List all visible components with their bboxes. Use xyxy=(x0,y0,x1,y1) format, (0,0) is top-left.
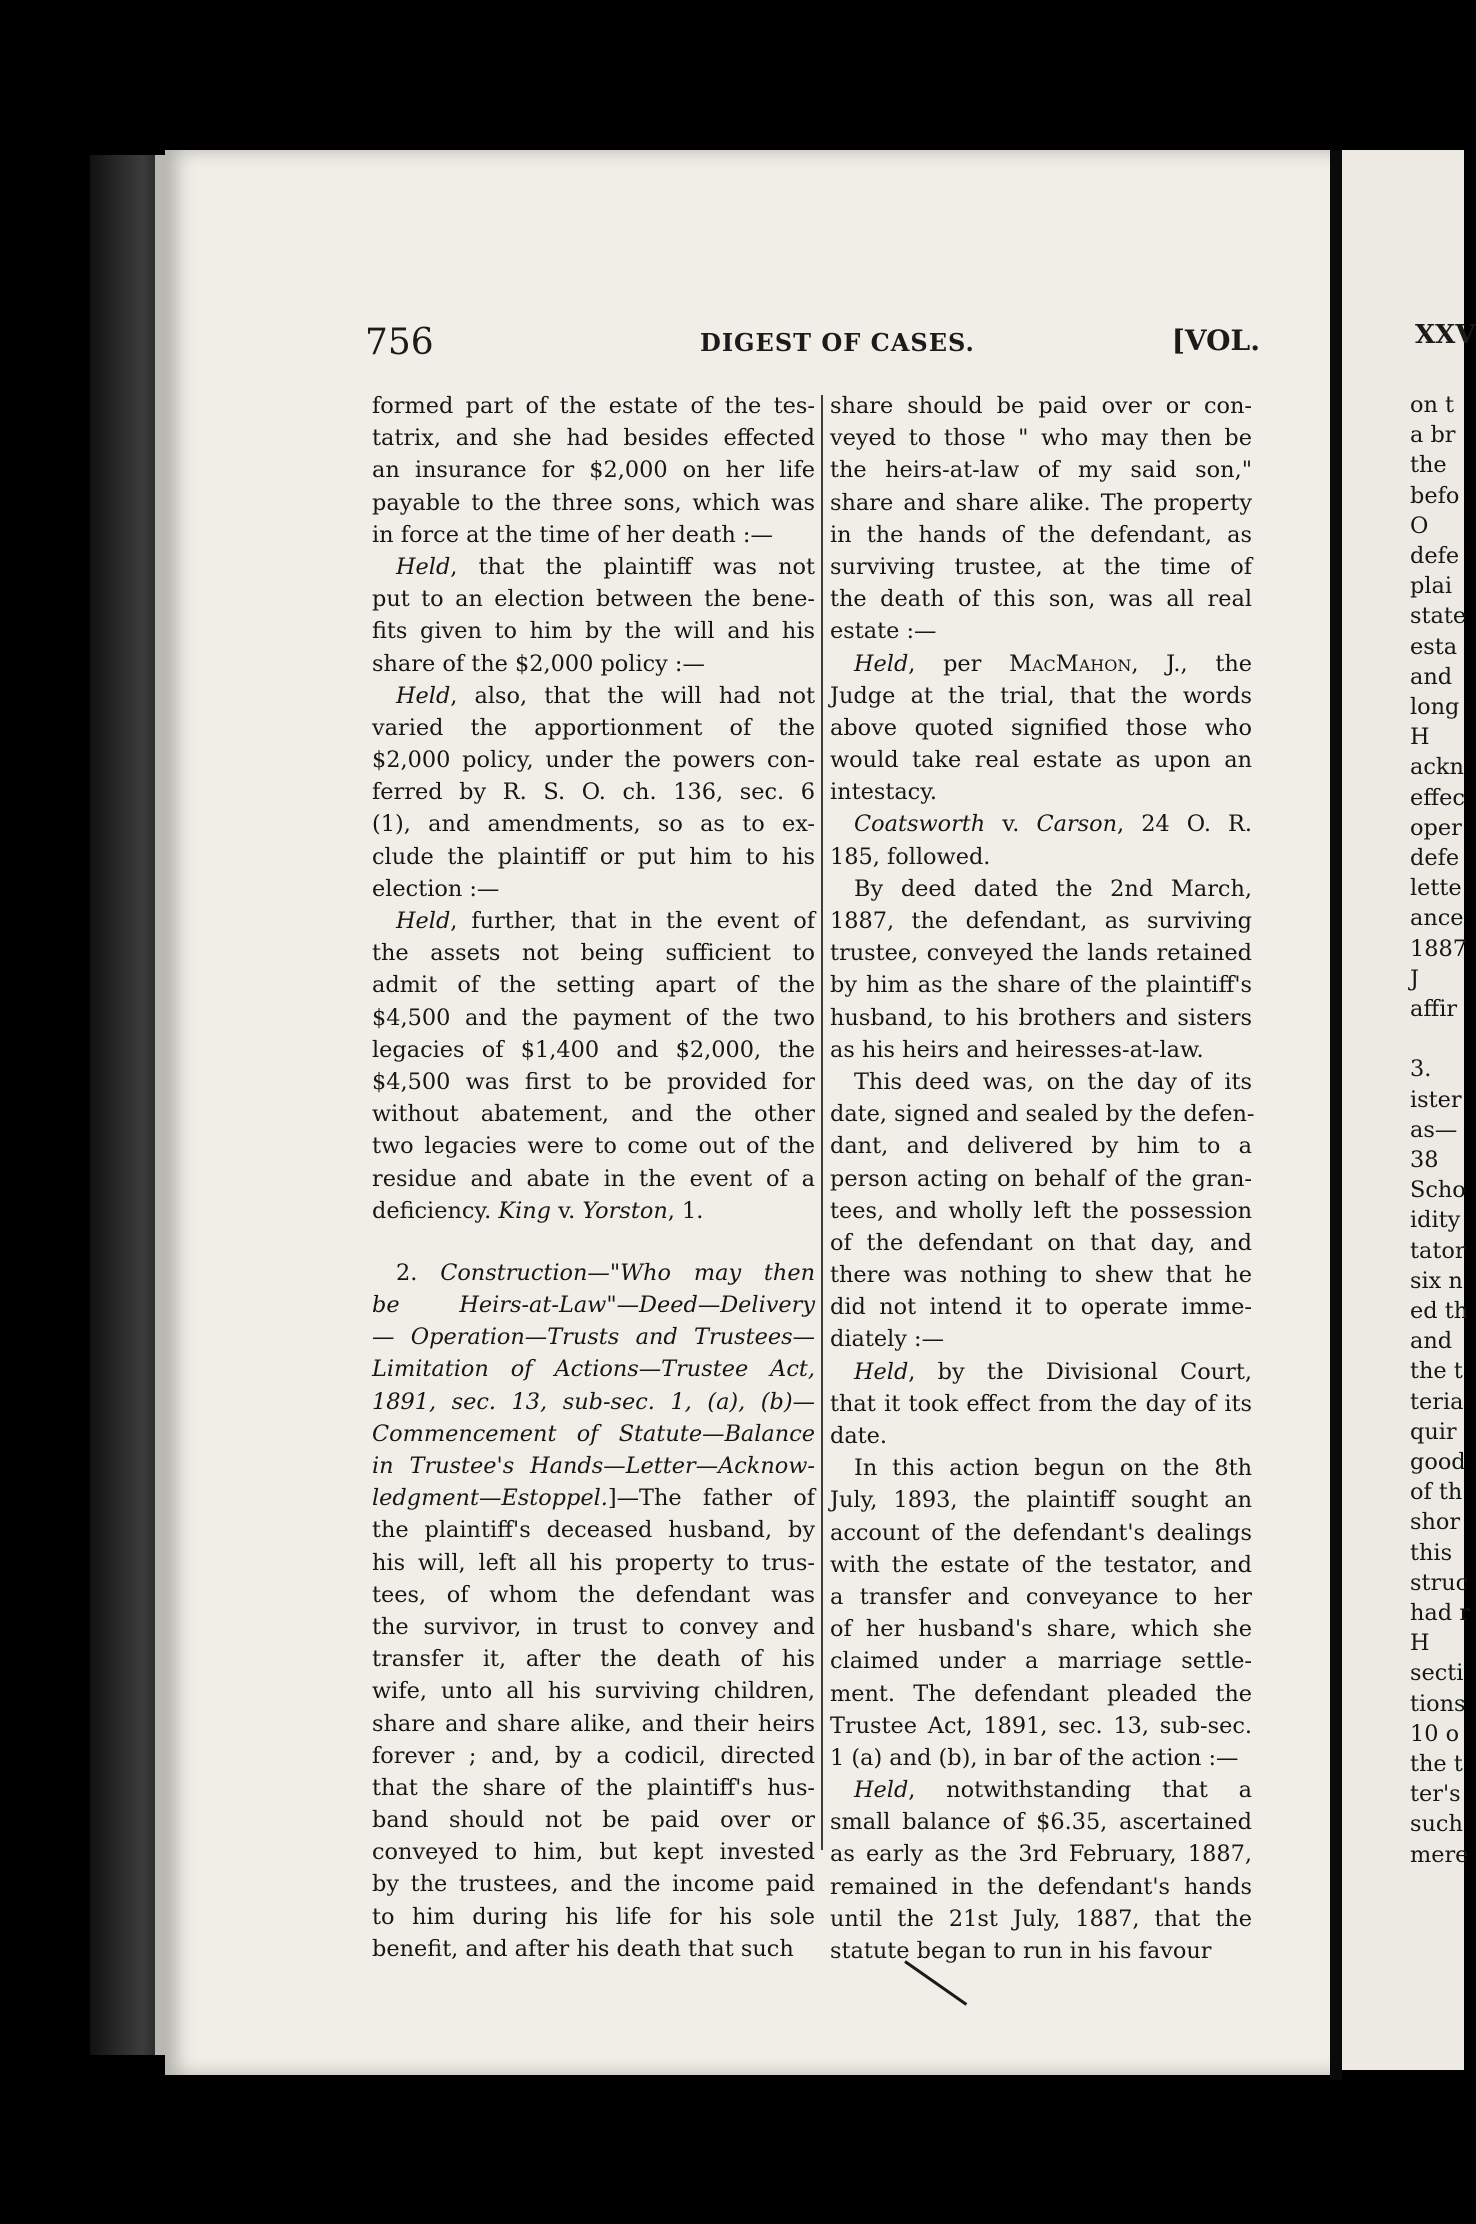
text-line: election :— xyxy=(372,875,500,902)
fragment-line: and xyxy=(1410,663,1453,690)
fragment-line: tions xyxy=(1410,1690,1466,1717)
fragment-line: H xyxy=(1410,724,1430,751)
fragment-line: befo xyxy=(1410,482,1460,509)
text-line: of her husband's share, which she xyxy=(830,1616,1252,1643)
text-line: the death of this son, was all real xyxy=(830,586,1252,613)
fragment-line: tator xyxy=(1410,1237,1466,1264)
text-line: benefit, and after his death that such xyxy=(372,1935,794,1962)
text-line: legacies of $1,400 and $2,000, the xyxy=(372,1036,815,1063)
fragment-line: 1887 xyxy=(1410,935,1467,962)
text-line: trustee, conveyed the lands retained xyxy=(830,940,1252,967)
text-line: account of the defendant's dealings xyxy=(830,1519,1252,1546)
page-number: 756 xyxy=(365,322,434,363)
text-line: an insurance for $2,000 on her life xyxy=(372,457,815,484)
text-line: be Heirs-at-Law"—Deed—Delivery xyxy=(372,1292,815,1319)
text-line: intestacy. xyxy=(830,779,937,806)
text-line: as his heirs and heiresses-at-law. xyxy=(830,1036,1204,1063)
fragment-line: ance xyxy=(1410,905,1464,932)
text-line: residue and abate in the event of a xyxy=(372,1165,815,1192)
text-line: tees, and wholly left the possession xyxy=(830,1197,1252,1224)
text-line: By deed dated the 2nd March, xyxy=(854,875,1252,902)
paragraph-gap xyxy=(372,1227,815,1257)
fragment-line: J xyxy=(1410,965,1419,992)
text-line: veyed to those " who may then be xyxy=(830,425,1252,452)
text-line: payable to the three sons, which was xyxy=(372,489,815,516)
adjacent-page-header: XXV xyxy=(1415,320,1476,350)
fragment-line: such xyxy=(1410,1811,1463,1838)
text-line: Limitation of Actions—Trustee Act, xyxy=(372,1356,815,1383)
text-line: conveyed to him, but kept invested xyxy=(372,1839,815,1866)
text-line: put to an election between the bene- xyxy=(372,586,815,613)
text-line: two legacies were to come out of the xyxy=(372,1133,815,1160)
text-line: ferred by R. S. O. ch. 136, sec. 6 xyxy=(372,779,815,806)
text-line: in Trustee's Hands—Letter—Acknow- xyxy=(372,1453,815,1479)
fragment-line: had r xyxy=(1410,1600,1470,1626)
text-line: in force at the time of her death :— xyxy=(372,521,773,548)
fragment-line: good xyxy=(1410,1449,1466,1475)
text-line: 1 (a) and (b), in bar of the action :— xyxy=(830,1744,1239,1771)
text-line: tatrix, and she had besides effected xyxy=(372,425,815,452)
text-line: This deed was, on the day of its xyxy=(854,1068,1252,1095)
text-line: (1), and amendments, so as to ex- xyxy=(372,811,815,838)
text-line: ledgment—Estoppel.]—The father of xyxy=(372,1485,815,1512)
text-line: In this action begun on the 8th xyxy=(854,1455,1252,1482)
text-line: without abatement, and the other xyxy=(372,1101,815,1128)
volume-label: [VOL. xyxy=(1171,324,1260,357)
fragment-line: the xyxy=(1410,452,1447,479)
text-line: the assets not being sufficient to xyxy=(372,940,815,967)
text-line: — Operation—Trusts and Trustees— xyxy=(372,1324,815,1351)
fragment-line: secti xyxy=(1410,1660,1464,1687)
fragment-line: shor xyxy=(1410,1509,1461,1536)
text-line: Judge at the trial, that the words xyxy=(830,682,1252,709)
page-title: DIGEST OF CASES. xyxy=(700,328,975,357)
text-line: clude the plaintiff or put him to his xyxy=(372,843,815,870)
text-line: date. xyxy=(830,1423,888,1449)
text-line: to him during his life for his sole xyxy=(372,1903,815,1930)
fragment-line: ter's xyxy=(1410,1781,1461,1808)
text-line: 185, followed. xyxy=(830,843,991,870)
book-binding xyxy=(90,155,165,2055)
text-line: the heirs-at-law of my said son," xyxy=(830,457,1252,484)
text-line: that it took effect from the day of its xyxy=(830,1390,1252,1417)
text-line: formed part of the estate of the tes- xyxy=(372,393,815,419)
fragment-line: long xyxy=(1410,694,1460,720)
text-line: surviving trustee, at the time of xyxy=(830,553,1252,580)
text-line: admit of the setting apart of the xyxy=(372,972,815,999)
text-line: claimed under a marriage settle- xyxy=(830,1648,1252,1675)
fragment-line: the t xyxy=(1410,1751,1463,1777)
text-line: small balance of $6.35, ascertained xyxy=(830,1809,1252,1836)
text-line: Commencement of Statute—Balance xyxy=(372,1420,815,1447)
text-line: share should be paid over or con- xyxy=(830,393,1252,419)
text-line: Held, by the Divisional Court, xyxy=(854,1358,1252,1385)
text-line: the survivor, in trust to convey and xyxy=(372,1613,815,1640)
fragment-line: 3. xyxy=(1410,1056,1432,1083)
text-line: deficiency. King v. Yorston, 1. xyxy=(372,1197,704,1224)
text-line: until the 21st July, 1887, that the xyxy=(830,1905,1252,1932)
fragment-line: defe xyxy=(1410,845,1460,871)
text-line: with the estate of the testator, and xyxy=(830,1551,1252,1578)
fragment-line: the t xyxy=(1410,1358,1463,1385)
text-line: 1891, sec. 13, sub-sec. 1, (a), (b)— xyxy=(372,1388,815,1415)
fragment-line: plai xyxy=(1410,573,1453,600)
text-line: Coatsworth v. Carson, 24 O. R. xyxy=(854,811,1252,838)
text-line: in the hands of the defendant, as xyxy=(830,521,1252,548)
fragment-line: quir xyxy=(1410,1418,1457,1445)
text-line: remained in the defendant's hands xyxy=(830,1873,1252,1900)
text-line: his will, left all his property to trus- xyxy=(372,1549,815,1576)
text-line: dant, and delivered by him to a xyxy=(830,1133,1252,1160)
text-line: above quoted signified those who xyxy=(830,714,1252,741)
text-line: husband, to his brothers and sisters xyxy=(830,1004,1252,1031)
fragment-line: lette xyxy=(1410,875,1462,902)
text-line: fits given to him by the will and his xyxy=(372,618,815,645)
text-line: band should not be paid over or xyxy=(372,1807,815,1834)
fragment-line: struc xyxy=(1410,1569,1469,1596)
text-line: of the defendant on that day, and xyxy=(830,1229,1252,1256)
fragment-line: teria xyxy=(1410,1388,1464,1415)
fragment-line: oper xyxy=(1410,814,1462,841)
fragment-line: 10 o xyxy=(1410,1720,1460,1747)
right-column xyxy=(830,390,1255,1967)
text-line: 1887, the defendant, as surviving xyxy=(830,908,1252,934)
text-line: 2. Construction—"Who may then xyxy=(396,1259,815,1286)
fragment-line: affir xyxy=(1410,996,1458,1022)
text-line: estate :— xyxy=(830,618,937,645)
fragment-line: of th xyxy=(1410,1479,1463,1506)
text-line: tees, of whom the defendant was xyxy=(372,1581,815,1608)
text-line: Held, further, that in the event of xyxy=(396,908,815,934)
left-column xyxy=(372,390,815,1965)
fragment-line: as— xyxy=(1410,1116,1458,1143)
fragment-line: ister xyxy=(1410,1086,1462,1113)
column-divider xyxy=(821,395,823,1850)
text-line: Held, also, that the will had not xyxy=(396,682,815,709)
fragment-line: ackn xyxy=(1410,754,1464,781)
text-line: share and share alike, and their heirs xyxy=(372,1710,815,1737)
text-line: forever ; and, by a codicil, directed xyxy=(372,1742,815,1769)
text-line: as early as the 3rd February, 1887, xyxy=(830,1841,1252,1868)
text-line: the plaintiff's deceased husband, by xyxy=(372,1517,815,1544)
running-head xyxy=(365,322,1260,362)
book-gutter xyxy=(1330,150,1342,2080)
fragment-line: on t xyxy=(1410,392,1455,418)
text-line: would take real estate as upon an xyxy=(830,747,1252,774)
fragment-line: H xyxy=(1410,1630,1430,1657)
text-line: wife, unto all his surviving children, xyxy=(372,1678,815,1705)
text-line: $4,500 was first to be provided for xyxy=(372,1068,815,1095)
text-line: transfer it, after the death of his xyxy=(372,1646,815,1673)
fragment-line: defe xyxy=(1410,543,1460,569)
text-line: July, 1893, the plaintiff sought an xyxy=(830,1487,1252,1514)
text-line: $4,500 and the payment of the two xyxy=(372,1004,815,1031)
fragment-line: six n xyxy=(1410,1267,1463,1294)
text-line: a transfer and conveyance to her xyxy=(830,1583,1252,1610)
text-line: diately :— xyxy=(830,1326,944,1353)
text-line: there was nothing to shew that he xyxy=(830,1262,1252,1289)
text-line: did not intend it to operate imme- xyxy=(830,1294,1252,1321)
fragment-line: ed th xyxy=(1410,1298,1469,1324)
text-line: $2,000 policy, under the powers con- xyxy=(372,747,815,774)
fragment-line: this xyxy=(1410,1539,1453,1566)
text-line: person acting on behalf of the gran- xyxy=(830,1165,1252,1192)
fragment-line: O xyxy=(1410,512,1429,539)
fragment-line: mere xyxy=(1410,1841,1469,1868)
text-line: share of the $2,000 policy :— xyxy=(372,650,705,677)
fragment-line: and xyxy=(1410,1328,1453,1355)
text-line: Held, that the plaintiff was not xyxy=(396,553,815,580)
fragment-line: state xyxy=(1410,603,1467,630)
fragment-line: effec xyxy=(1410,784,1465,811)
text-line: statute began to run in his favour xyxy=(830,1938,1212,1964)
text-line: ment. The defendant pleaded the xyxy=(830,1680,1252,1707)
text-line: by the trustees, and the income paid xyxy=(372,1871,815,1898)
text-line: share and share alike. The property xyxy=(830,489,1252,516)
fragment-line: a br xyxy=(1410,422,1456,449)
text-line: varied the apportionment of the xyxy=(372,714,815,741)
text-line: Held, per MacMahon, J., the xyxy=(854,650,1253,677)
fragment-line: Scho xyxy=(1410,1177,1466,1204)
fragment-line: idity xyxy=(1410,1207,1461,1234)
text-line: date, signed and sealed by the defen- xyxy=(830,1101,1255,1128)
fragment-line: 38 xyxy=(1410,1147,1439,1173)
text-line: Trustee Act, 1891, sec. 13, sub-sec. xyxy=(830,1712,1252,1739)
text-line: by him as the share of the plaintiff's xyxy=(830,972,1252,999)
text-line: that the share of the plaintiff's hus- xyxy=(372,1774,815,1801)
text-line: Held, notwithstanding that a xyxy=(854,1777,1252,1804)
fragment-line: esta xyxy=(1410,633,1458,660)
